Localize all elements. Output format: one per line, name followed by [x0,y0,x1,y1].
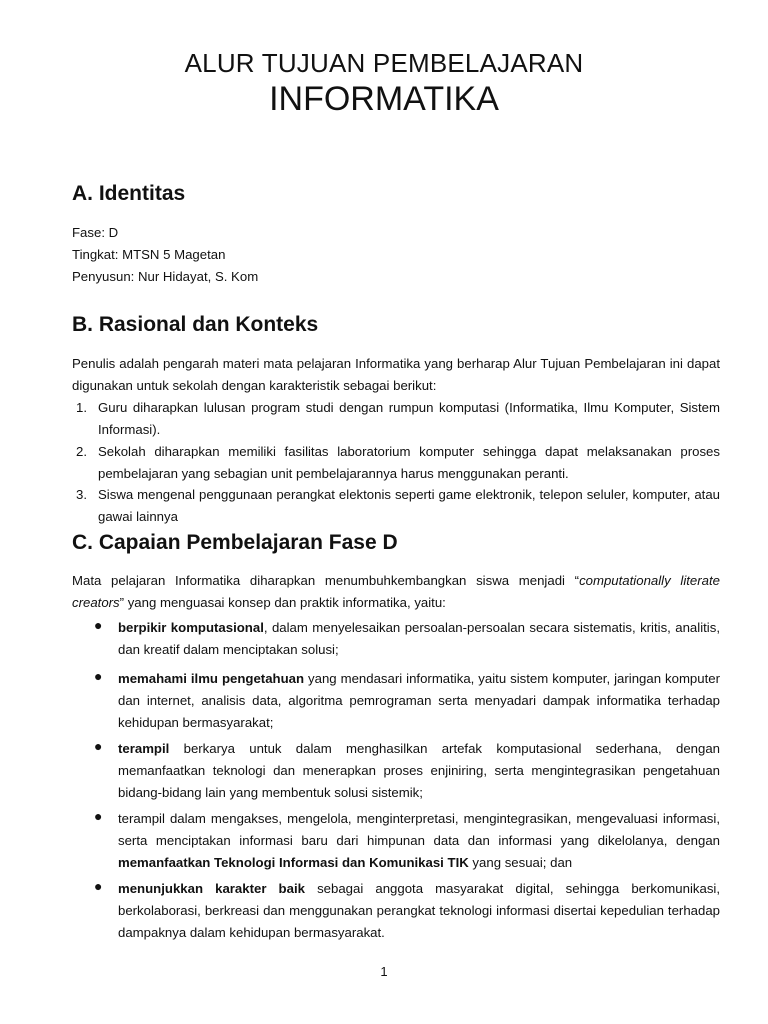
bullet-text: , dalam menyelesaikan persoalan-persoalan secara sistematis, kritis, analitis, dan kreatif dalam menciptakan solusi; [118,620,720,657]
bullet-item [118,808,720,874]
identity-fase: Fase: D [72,225,119,240]
bullet-icon: ● [94,617,103,633]
section-b-intro: Penulis adalah pengarah materi mata pelajaran Informatika yang berharap Alur Tujuan Pembelajaran ini dapat digunakan untuk sekolah dengan karakteristik sebagai berikut: [72,356,720,393]
bullet-item [118,617,720,661]
identity-penyusun: Penyusun: Nur Hidayat, S. Kom [72,269,259,284]
identity-tingkat: Tingkat: MTSN 5 Magetan [72,247,226,262]
bullet-bold-term: memahami ilmu pengetahuan [118,671,305,686]
section-c-intro [72,570,720,614]
list-number: 3. [76,487,87,502]
document-title-line2: INFORMATIKA [269,80,499,118]
bullet-item [118,668,720,734]
bullet-bold-term: memanfaatkan Teknologi Informasi dan Komunikasi TIK [118,855,469,870]
bullet-icon: ● [94,668,103,684]
bullet-bold-term: menunjukkan karakter baik [118,881,305,896]
section-a-heading: A. Identitas [72,182,186,205]
bullet-text: berkarya untuk dalam menghasilkan artefak komputasional sederhana, dengan memanfaatkan teknologi dan menerapkan proses enjiniring, serta mengintegrasikan pengetahuan bidang-bidang lain yang membentuk solusi sistemik; [118,741,720,800]
list-item: Siswa mengenal penggunaan perangkat elektonis seperti game elektronik, telepon seluler, komputer, atau gawai lainnya [98,487,720,524]
bullet-text: sebagai anggota masyarakat digital, sehingga berkomunikasi, berkolaborasi, berkreasi dan menggunakan perangkat teknologi informasi disertai kepedulian terhadap dampaknya dalam kehidupan bermasyarakat. [118,881,721,940]
list-number: 1. [76,400,87,415]
section-b-heading: B. Rasional dan Konteks [72,313,319,336]
bullet-item [118,738,720,804]
intro-text-end: ” yang menguasai konsep dan praktik informatika, yaitu: [119,595,446,610]
document-title-line1: ALUR TUJUAN PEMBELAJARAN [184,48,584,78]
bullet-icon: ● [94,808,103,824]
bullet-icon: ● [94,878,103,894]
bullet-text: terampil dalam mengakses, mengelola, menginterpretasi, mengintegrasikan, mengevaluasi informasi, serta menciptakan informasi baru dari himpunan data dan informasi yang dikelolanya, dengan [118,811,720,848]
list-item: Guru diharapkan lulusan program studi dengan rumpun komputasi (Informatika, Ilmu Komputer, Sistem Informasi). [98,400,720,437]
list-item: Sekolah diharapkan memiliki fasilitas laboratorium komputer sehingga dapat melaksanakan proses pembelajaran yang sebagian unit pembelajarannya harus menggunakan peranti. [98,444,720,481]
intro-italic-term: computationally literate creators [72,573,720,610]
intro-text-start: Mata pelajaran Informatika diharapkan menumbuhkembangkan siswa menjadi “ [72,573,580,588]
bullet-text: yang mendasari informatika, yaitu sistem komputer, jaringan komputer dan internet, analisis data, algoritma pemrograman serta menyadari dampak informatika terhadap kehidupan bermasyarakat; [118,671,720,730]
list-number: 2. [76,444,87,459]
bullet-icon: ● [94,738,103,754]
bullet-bold-term: terampil [118,741,170,756]
bullet-item [118,878,720,944]
bullet-text: yang sesuai; dan [468,855,573,870]
bullet-bold-term: berpikir komputasional [118,620,264,635]
page-number: 1 [380,964,388,979]
section-c-heading: C. Capaian Pembelajaran Fase D [72,531,398,554]
